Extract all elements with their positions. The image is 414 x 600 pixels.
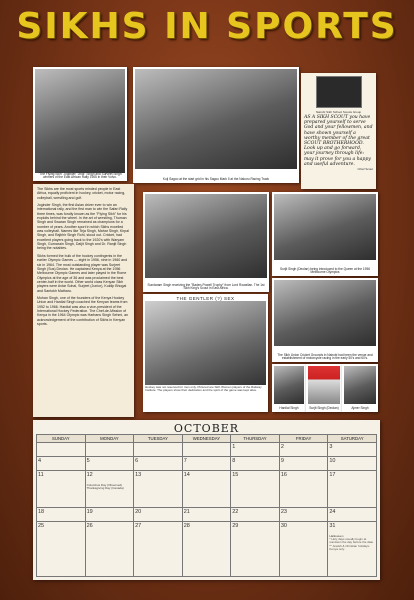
calendar-day-number: 30 — [280, 522, 287, 529]
calendar-day-cell — [328, 522, 377, 577]
calendar-day-number: 5 — [86, 457, 90, 464]
calendar-day-cell — [134, 522, 183, 577]
calendar-day-number: 26 — [86, 522, 93, 529]
calendar-day-cell — [328, 457, 377, 471]
calendar-day-cell — [182, 471, 231, 508]
portrait-2 — [306, 364, 342, 412]
weekday-header: SATURDAY — [328, 435, 377, 443]
calendar-day-number: 28 — [183, 522, 190, 529]
calendar-day-cell — [85, 457, 134, 471]
photo-caption: Sundaram Singh receiving the "Baden-Powell Trophy" from Lord Rowallan. The 1st Sikh King's Scout in East Africa. — [145, 284, 267, 291]
portrait-2-image — [308, 366, 340, 404]
calendar-day-number: 21 — [183, 508, 190, 515]
photo-caption: Hockey was not reserved for men only. Pictured are Sikh Women players of the Railway Institute. The players show their dedication and the spirit of the game was kept alive. — [145, 385, 262, 393]
weekday-header: THURSDAY — [231, 435, 280, 443]
calendar-day-cell — [85, 443, 134, 457]
calendar-day-cell — [37, 522, 86, 577]
photo-queen — [272, 192, 378, 276]
calendar-day-number: 13 — [135, 471, 142, 478]
crest-emblem-icon — [316, 76, 362, 108]
calendar-day-number: 20 — [135, 508, 142, 515]
article-paragraph: Sikhs formed the bulk of the hockey contingents in the earlier Olympic Games — eight in 1956, nine in 1960 and six in 1964. The most outstanding player was Surjeet Singh (Sus) Deolan. He captained Kenya at the 1956 Melbourne Olympic Games and later played in the Rome Olympics at the age of 36 and was proclaimed the best center-half in the world. Other world class Kenyan Sikh players were Avtar Sohal, Surjeet (Junior), Kuldip Bhogal and Santokh Matharu. — [37, 253, 128, 293]
calendar-day-number: 22 — [232, 508, 239, 515]
weekday-header: SUNDAY — [37, 435, 86, 443]
calendar-day-number: 16 — [280, 471, 287, 478]
calendar-day-cell — [134, 457, 183, 471]
photo-gentler-sex-image — [145, 301, 266, 385]
calendar-week-row — [37, 471, 377, 508]
calendar-day-cell — [279, 443, 328, 457]
calendar-day-number: 10 — [329, 457, 336, 464]
calendar-event: Columbus Day (Observed) Thanksgiving Day (Canada) — [86, 482, 124, 491]
calendar-day-cell — [328, 508, 377, 522]
calendar-day-cell — [231, 457, 280, 471]
weekday-header: TUESDAY — [134, 435, 183, 443]
certificate-text: AS A SIKH SCOUT you have prepared yourself to serve God and your fellowmen, and have shown yourself a worthy member of the great SCOUT BROTHERHOOD. Look up and go forward, your journey through life: may it prove for you a happy and useful adventure. — [304, 115, 373, 167]
calendar-day-cell — [182, 508, 231, 522]
calendar-day-number: 29 — [232, 522, 239, 529]
calendar-day-number: 2 — [280, 443, 284, 450]
calendar-notes: * Holy days usually begin at sundown the day before the date. ** Jewish & Christian holidays: Kenya only. — [329, 537, 374, 552]
calendar-day-number: 25 — [38, 522, 45, 529]
calendar-day-number: 3 — [329, 443, 333, 450]
scout-certificate — [301, 73, 376, 189]
calendar-day-number: 7 — [183, 457, 187, 464]
calendar-day-cell — [37, 443, 86, 457]
calendar-day-cell — [85, 508, 134, 522]
calendar-day-number: 24 — [329, 508, 336, 515]
portrait-1-image — [274, 366, 304, 404]
weekday-header: WEDNESDAY — [182, 435, 231, 443]
photo-motorcycles-image — [274, 280, 376, 346]
calendar-day-cell — [328, 471, 377, 508]
photo-hockey-players-image — [35, 69, 125, 179]
photo-caption: "The Flying Sikh" Joginder "Jindi" Singh and Surveet Singh winners of the East African Rally 1965 in their Volvo. — [35, 173, 125, 180]
photo-motorcycles — [272, 278, 378, 362]
calendar-day-cell — [182, 457, 231, 471]
calendar-day-number: 6 — [135, 457, 139, 464]
photo-racing-car-image — [135, 69, 297, 169]
photo-gentler-sex — [143, 294, 268, 412]
calendar-day-number: 1 — [232, 443, 236, 450]
calendar-day-number: 17 — [329, 471, 336, 478]
calendar-day-number: 19 — [86, 508, 93, 515]
calendar-day-cell — [37, 508, 86, 522]
calendar-month: OCTOBER — [173, 422, 240, 435]
calendar-day-number: 31 — [329, 522, 336, 529]
calendar-day-cell — [37, 471, 86, 508]
calendar-day-number: 15 — [232, 471, 239, 478]
calendar-event: Halloween — [329, 533, 344, 538]
calendar-week-row — [37, 443, 377, 457]
photo-hockey-players — [33, 67, 127, 181]
calendar-day-cell — [182, 522, 231, 577]
calendar-day-cell — [85, 471, 134, 508]
portrait-caption: Hardial Singh — [279, 406, 299, 411]
article-paragraph: Joginder Singh, the first Asian driver ever to win an international rally, and the first man to win the Safari Rally three times, was fondly known as the "Flying Sikh" for his exploits behind the wheel. In the art of wrestling, Thuman Singh and Swaran Singh remained as champions for a number of years. Another sport in which Sikhs excelled was volleyball. Names like Teja Singh, Mahar Singh, Kirpal Singh, and Rajbhir Singh Rohi, stood out. Cricket, had excellent players going back to the 1920's with Waryam Singh, Gurnarain Singh, Daljit Singh and Dr. Ranjit Singh being the notables. — [37, 203, 130, 251]
calendar-day-cell — [279, 457, 328, 471]
calendar-day-cell — [231, 443, 280, 457]
photo-caption: Kuji Sagoo at the start grid in his Sagoo Mark II at the Nakuru Racing Track — [135, 178, 297, 182]
photo-racing-car — [133, 67, 299, 183]
calendar-day-number: 8 — [232, 457, 236, 464]
calendar-day-cell — [231, 508, 280, 522]
portrait-caption: Surjit Singh (Deolan) — [309, 406, 339, 411]
calendar-day-number: 18 — [38, 508, 45, 515]
portrait-3 — [342, 364, 378, 412]
certificate-caption: Nairobi Sikh School Scouts Group — [315, 110, 362, 114]
calendar-day-cell — [231, 522, 280, 577]
calendar-day-cell — [231, 471, 280, 508]
calendar-week-row — [37, 522, 377, 577]
portrait-1 — [272, 364, 306, 412]
calendar-day-number: 9 — [280, 457, 284, 464]
photo-caption: Surjit Singh (Deolan) being introduced to the Queen at the 1956 Melbourne Olympics — [274, 268, 376, 275]
weekday-header: MONDAY — [85, 435, 134, 443]
photo-queen-image — [274, 194, 376, 260]
calendar-day-cell — [37, 457, 86, 471]
calendar-day-number: 12 — [86, 471, 93, 478]
calendar-day-cell — [182, 443, 231, 457]
photo-scout-image — [145, 194, 267, 278]
calendar-day-cell — [134, 471, 183, 508]
photo-header: THE GENTLER (?) SEX — [176, 296, 235, 301]
page-title: SIKHS IN SPORTS — [16, 6, 398, 47]
portrait-caption: Ajmer Singh — [351, 406, 369, 411]
article-text — [33, 184, 134, 417]
calendar-week-row — [37, 457, 377, 471]
calendar-week-row — [37, 508, 377, 522]
photo-scout — [143, 192, 269, 292]
calendar-day-number: 11 — [38, 471, 44, 478]
calendar-day-cell — [279, 471, 328, 508]
calendar-day-cell — [134, 443, 183, 457]
calendar-day-number: 27 — [135, 522, 142, 529]
calendar-day-cell — [134, 508, 183, 522]
article-paragraph: The Sikhs are the most sports minded people in East Africa, equally proficient in hockey, cricket, motor racing, volleyball, wrestling and golf. — [37, 187, 126, 200]
portrait-3-image — [344, 366, 376, 404]
calendar-day-number: 4 — [38, 457, 42, 464]
calendar-day-cell — [85, 522, 134, 577]
calendar-weekday-row — [37, 435, 377, 443]
calendar-day-number: 23 — [280, 508, 287, 515]
calendar-grid — [36, 434, 377, 577]
calendar-day-cell — [279, 522, 328, 577]
calendar — [33, 420, 380, 580]
photo-caption: The Sikh Union Cricket Grounds in Nairobi had been the venue and establishment of motorcycle racing in the early 50's and 60's. — [274, 354, 376, 361]
calendar-day-number: 14 — [183, 471, 190, 478]
calendar-day-cell — [279, 508, 328, 522]
calendar-day-cell — [328, 443, 377, 457]
article-paragraph: Mohan Singh, one of the founders of the Kenya Hockey Union and Hardial Singh coached the Kenyan teams from 1952 to 1966. Hardial was also a vice-president of the International Hockey Federation. The Chef-de-Mission of Kenya in the 1964 Olympic was Harbans Singh Sehmi, an acknowledgement of the contribution of Sikhs in Kenyan sports. — [37, 295, 129, 326]
certificate-signature: Chief Scout — [357, 167, 373, 172]
weekday-header: FRIDAY — [279, 435, 328, 443]
